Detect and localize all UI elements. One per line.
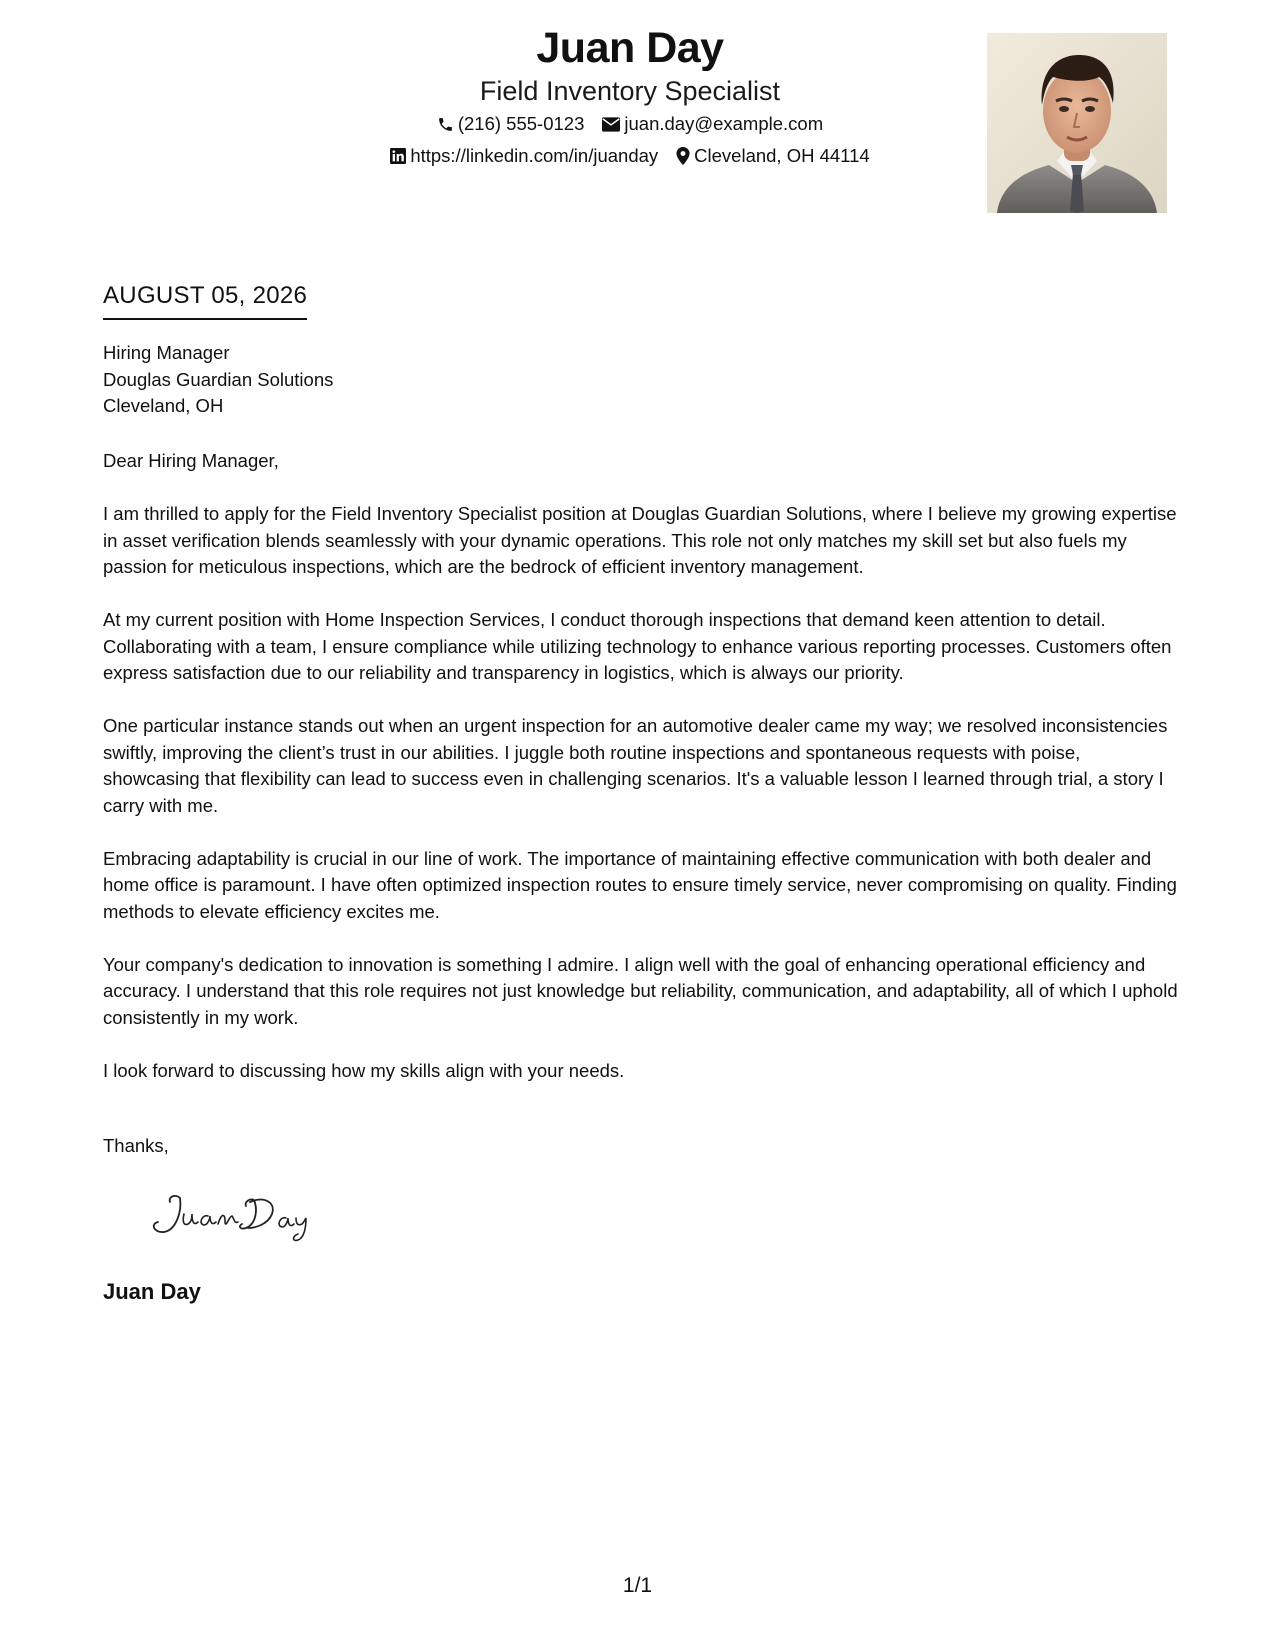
location-text: Cleveland, OH 44114 bbox=[694, 145, 870, 166]
location-contact bbox=[676, 140, 870, 172]
signer-name: Juan Day bbox=[103, 1279, 201, 1304]
recipient-company: Douglas Guardian Solutions bbox=[103, 368, 334, 390]
body-paragraph-1: I am thrilled to apply for the Field Inventory Specialist position at Douglas Guardian Solutions, where I believe my growing expertise in asset verification blends seamlessly with your dynamic operations. This role not only matches my skill set but also fuels my passion for meticulous inspections, which are the bedrock of efficient inventory management. bbox=[103, 503, 1177, 577]
map-pin-icon bbox=[676, 147, 690, 165]
email-address: juan.day@example.com bbox=[624, 113, 824, 134]
linkedin-contact bbox=[390, 140, 658, 172]
profile-photo bbox=[987, 33, 1167, 213]
body-paragraph-6: I look forward to discussing how my skills align with your needs. bbox=[103, 1059, 625, 1081]
email-contact bbox=[602, 108, 823, 140]
body-paragraph-4: Embracing adaptability is crucial in our line of work. The importance of maintaining effective communication with both dealer and home office is paramount. I have often optimized inspection routes to ensure timely service, never compromising on quality. Finding methods to elevate efficiency excites me. bbox=[103, 847, 1177, 922]
recipient-title: Hiring Manager bbox=[103, 342, 230, 363]
page-number: 1/1 bbox=[622, 1574, 653, 1597]
linkedin-icon bbox=[390, 148, 406, 164]
closing-phrase: Thanks, bbox=[103, 1135, 169, 1156]
applicant-name: Juan Day bbox=[536, 24, 724, 72]
linkedin-url: https://linkedin.com/in/juanday bbox=[410, 145, 659, 166]
job-title: Field Inventory Specialist bbox=[479, 76, 781, 106]
phone-contact bbox=[437, 108, 585, 140]
handwritten-signature bbox=[146, 1188, 326, 1248]
body-paragraph-3: One particular instance stands out when an urgent inspection for an automotive dealer came my way; we resolved inconsistencies swiftly, improving the client’s trust in our abilities. I juggle both routine inspections and spontaneous requests with poise, showcasing that flexibility can lead to success even in challenging scenarios. It's a valuable lesson I learned through trial, a story I carry with me. bbox=[103, 715, 1168, 816]
letter-date: AUGUST 05, 2026 bbox=[103, 280, 307, 320]
phone-icon bbox=[437, 116, 454, 133]
envelope-icon bbox=[602, 117, 620, 132]
body-paragraph-5: Your company's dedication to innovation is something I admire. I align well with the goal of enhancing operational efficiency and accuracy. I understand that this role requires not just knowledge but reliability, communication, and adaptability, all of which I uphold consistently in my work. bbox=[103, 953, 1178, 1028]
recipient-block bbox=[103, 340, 333, 420]
salutation: Dear Hiring Manager, bbox=[103, 450, 279, 471]
letter-body bbox=[103, 448, 1178, 1111]
recipient-location: Cleveland, OH bbox=[103, 395, 224, 416]
body-paragraph-2: At my current position with Home Inspection Services, I conduct thorough inspections that demand keen attention to detail. Collaborating with a team, I ensure compliance while utilizing technology to enhance various reporting processes. Customers often express satisfaction due to our reliability and transparency in logistics, which is always our priority. bbox=[103, 609, 1172, 683]
phone-number: (216) 555-0123 bbox=[457, 113, 585, 134]
